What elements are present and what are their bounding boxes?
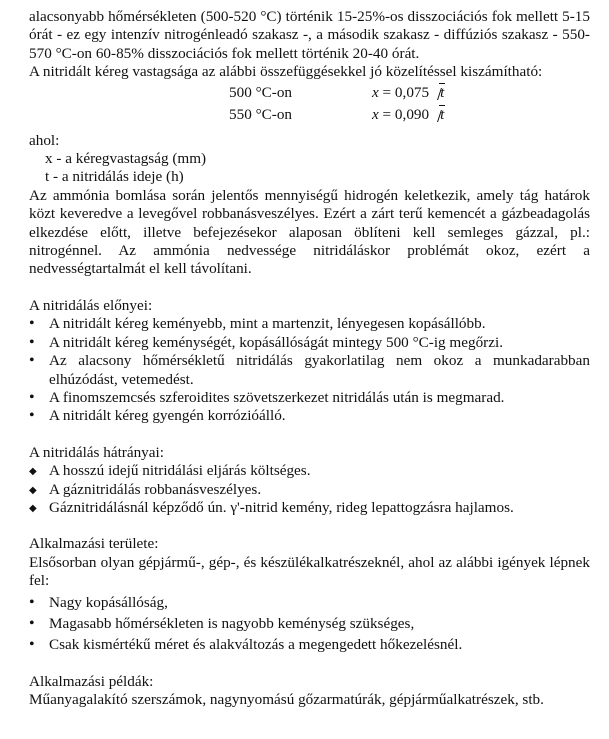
list-item: • A nitridált kéreg gyengén korrózióálló. [29,407,590,425]
formula-expression [372,84,445,102]
formula-variable: t [440,83,445,101]
formula-coefficient: 0,075 [394,83,430,101]
application-examples-heading: Alkalmazási példák: [29,672,154,690]
bullet-dot-icon [29,352,45,370]
advantages-list [29,315,590,425]
bullet-diamond-icon [29,462,45,482]
formula-row-500 [29,82,590,104]
list-item: ◆ A gáznitridálás robbanásveszélyes. [29,481,590,499]
bullet-dot-icon [29,594,45,612]
ammonia-paragraph: Az ammónia bomlása során jelentős mennyiségű hidrogén keletkezik, amely tág határok közt keveredve a levegővel robbanásveszélyes. Ezért a zárt terű kemencét a gázbeadagolás elkezdése előtt, illetve befejezésekor alaposan öblíteni kell semleges gázzal, pl.: nitrogénnel. Az ammónia nedvessége nitridáláskor problémát okoz, ezért a nedvességtartalmát el kell távolítani. [29,186,590,278]
list-item: • A nitridált kéreg keményebb, mint a martenzit, lényegesen kopásállóbb. [29,315,590,333]
definition-x: x - a kéregvastagság (mm) [45,150,207,168]
intro-paragraph: alacsonyabb hőmérsékleten (500-520 °C) történik 15-25%-os disszociációs fok mellett 5-15 órát - ez egy intenzív nitrogénleadó szakasz -, a második szakasz - diffúziós szakasz - 550-570 °C-on 60-85% disszociációs fok mellett történik 20-40 órát. [29,8,590,62]
list-item: • Csak kismértékű méret és alakváltozás a megengedett hőkezelésnél. [29,633,590,654]
formula-temperature: 500 °C-on [229,83,293,101]
list-item: • Nagy kopásállóság, [29,591,590,612]
list-item: • A finomszemcsés szferoidites szövetszerkezet nitridálás után is megmarad. [29,389,590,407]
list-item: • A nitridált kéreg keménységét, kopásállóságát mintegy 500 °C-ig megőrzi. [29,334,590,352]
list-item: • Az alacsony hőmérsékletű nitridálás gyakorlatilag nem okoz a munkadarabban elhúzódást, vetemedést. [29,352,590,389]
disadvantages-heading: A nitridálás hátrányai: [29,443,164,461]
formula-lhs: x [372,83,379,101]
bullet-dot-icon [29,615,45,633]
bullet-dot-icon [29,315,45,333]
formula-intro: A nitridált kéreg vastagsága az alábbi összefüggésekkel jó közelítéssel kiszámítható: [29,63,543,81]
list-item: • Magasabb hőmérsékleten is nagyobb keménység szükséges, [29,612,590,633]
bullet-diamond-icon [29,481,45,501]
bullet-dot-icon [29,389,45,407]
formula-variable: t [440,105,445,123]
definition-t: t - a nitridálás ideje (h) [45,168,184,186]
advantages-heading: A nitridálás előnyei: [29,296,153,314]
bullet-dot-icon [29,407,45,425]
list-item: ◆ Gáznitridálásnál képződő ún. γ'-nitrid kemény, rideg lepattogzásra hajlamos. [29,499,590,517]
application-areas-list [29,591,590,655]
formula-lhs: x [372,105,379,123]
bullet-dot-icon [29,334,45,352]
application-areas-heading: Alkalmazási területe: [29,535,159,553]
formula-equals: = [378,83,395,101]
disadvantages-list [29,462,590,517]
formula-temperature: 550 °C-on [229,105,293,123]
definitions-heading: ahol: [29,131,60,149]
formula-expression [372,106,445,124]
formula-row-550 [29,104,590,126]
square-root-symbol [429,106,445,124]
formula-equals: = [378,105,395,123]
bullet-dot-icon [29,636,45,654]
bullet-diamond-icon [29,499,45,519]
square-root-symbol [429,84,445,102]
application-examples-text: Műanyagalakító szerszámok, nagynyomású gőzarmatúrák, gépjárműalkatrészek, stb. [29,691,544,709]
list-item: ◆ A hosszú idejű nitridálási eljárás költséges. [29,462,590,480]
document-page [29,8,590,710]
formula-coefficient: 0,090 [394,105,430,123]
application-areas-intro: Elsősorban olyan gépjármű-, gép-, és készülékalkatrészeknél, ahol az alábbi igények lépnek fel: [29,553,590,590]
